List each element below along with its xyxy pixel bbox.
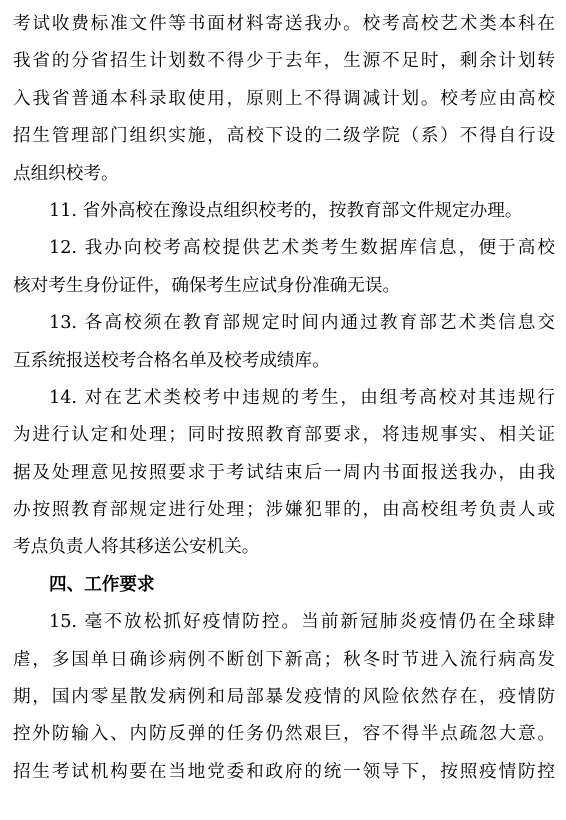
text-line: 入我省普通本科录取使用，原则上不得调减计划。校考应由高校 bbox=[13, 88, 555, 109]
text-line: 控外防输入、内防反弹的任务仍然艰巨，容不得半点疏忽大意。 bbox=[13, 724, 555, 745]
text-line: 13. 各高校须在教育部规定时间内通过教育部艺术类信息交 bbox=[49, 313, 555, 334]
text-line: 考点负责人将其移送公安机关。 bbox=[13, 537, 260, 558]
text-line: 招生管理部门组织实施，高校下设的二级学院（系）不得自行设 bbox=[13, 126, 555, 147]
text-line: 我省的分省招生计划数不得少于去年，生源不足时，剩余计划转 bbox=[13, 51, 555, 72]
text-line: 14. 对在艺术类校考中违规的考生，由组考高校对其违规行 bbox=[49, 387, 555, 408]
text-line: 据及处理意见按照要求于考试结束后一周内书面报送我办，由我 bbox=[13, 462, 555, 483]
text-line: 15. 毫不放松抓好疫情防控。当前新冠肺炎疫情仍在全球肆 bbox=[49, 612, 555, 633]
text-line: 期，国内零星散发病例和局部暴发疫情的风险依然存在，疫情防 bbox=[13, 687, 555, 708]
text-line: 11. 省外高校在豫设点组织校考的，按教育部文件规定办理。 bbox=[49, 200, 523, 221]
text-line: 互系统报送校考合格名单及校考成绩库。 bbox=[13, 350, 330, 371]
text-line: 核对考生身份证件，确保考生应试身份准确无误。 bbox=[13, 275, 401, 296]
text-line: 办按照教育部规定进行处理；涉嫌犯罪的，由高校组考负责人或 bbox=[13, 500, 555, 521]
text-line: 为进行认定和处理；同时按照教育部要求，将违规事实、相关证 bbox=[13, 425, 555, 446]
text-line: 虐，多国单日确诊病例不断创下新高；秋冬时节进入流行病高发 bbox=[13, 649, 555, 670]
text-line: 招生考试机构要在当地党委和政府的统一领导下，按照疫情防控 bbox=[13, 761, 555, 782]
text-line: 考试收费标准文件等书面材料寄送我办。校考高校艺术类本科在 bbox=[13, 14, 555, 34]
text-line: 点组织校考。 bbox=[13, 163, 119, 184]
section-heading: 四、工作要求 bbox=[49, 574, 155, 595]
text-line: 12. 我办向校考高校提供艺术类考生数据库信息，便于高校 bbox=[49, 238, 555, 259]
